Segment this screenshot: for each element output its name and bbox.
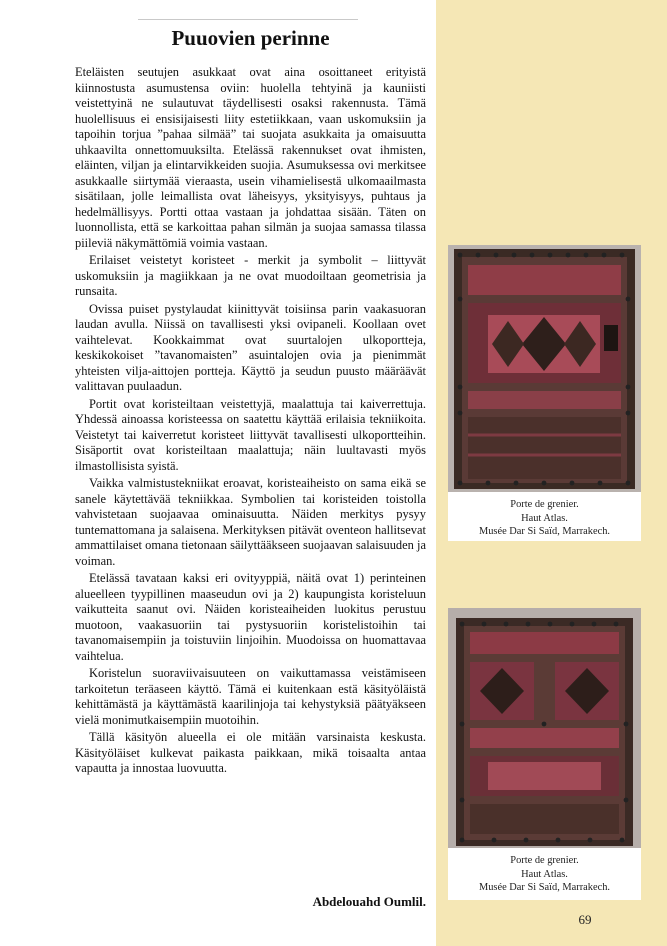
figure-caption-1: [448, 498, 641, 539]
top-rule: [138, 19, 358, 20]
paragraph-5: Vaikka valmistustekniikat eroavat, koristeaiheisto on sama eikä se sanele käytettävää tekniikkaa. Symbolien tai koristeiden toistolla vahvistetaan suojaavaa ominaisuutta. Näiden merkitys pysyy tuntemattomana ja salaisena. Merkityksen pitävät oventeon hallitsevat ammattilaiset omana tietonaan säilyttääkseen suojaavan salaisuuden ja voiman.: [75, 476, 426, 568]
paragraph-4: Portit ovat koristeiltaan veistettyjä, maalattuja tai kaiverrettuja. Yhdessä ainoassa koristeessa on saatettu käyttää erilaisia tekniikoita. Veistetyt tai kaiverretut koristeet liittyvät tavallisesti ulkoportteihin. Sisäportit ovat koristeiltaan maalattuja; näin luultavasti myös ilmastollisista syistä.: [75, 396, 426, 473]
paragraph-6: Etelässä tavataan kaksi eri ovityyppiä, näitä ovat 1) perinteinen alueelleen tyypillinen maaseudun ovi ja 2) kaupungista koristeluun vaikutteita saanut ovi. Näiden koristeaiheiden luokitus perustuu muotoon, vaakasuoriin tai pystysuoriin koristelistoihin tai tavanomaisempiin ja toistuviin linjoihin. Muodoissa on huomattavaa vaihtelua.: [75, 571, 426, 663]
caption-line: Haut Atlas.: [521, 512, 568, 524]
caption-line: Porte de grenier.: [510, 499, 579, 510]
paragraph-1: Eteläisten seutujen asukkaat ovat aina osoittaneet erityistä kiinnostusta asumustensa oviin: huolella tehtyinä ja kauniisti veistettyinä ne sulautuvat täydellisesti osaksi rakennusta. Tämä huolellisuus ei ensisijaisesti liity estetiikkaan, vaan uskomuksiin ja tapoihin torjua ”pahaa silmää” tai suojata asukkaita ja omaisuutta uhkaavilta onnettomuuksilta. Etelässä rakennukset ovat ihmisten, eläinten, viljan ja elintarvikkeiden suojia. Asumuksessa ovi merkitsee asukkaalle siirtymää vieraasta, usein vihamielisestä ulkomaailmasta sisätilaan, jolle leimallista ovat läheisyys, yksityisyys, puhtaus ja hedelmällisyys. Portti ottaa vastaan ja johdattaa sisään. Täten on luonnollista, että se karkoittaa pahan silmän ja suojaa samassa tilassa piileviä näkymättömiä voimia vastaan.: [75, 65, 426, 250]
caption-line: Musée Dar Si Saïd, Marrakech.: [479, 526, 610, 537]
door-photo-1: [448, 245, 641, 492]
caption-line: Musée Dar Si Saïd, Marrakech.: [479, 882, 610, 893]
caption-line: Haut Atlas.: [521, 868, 568, 880]
door-illustration-1: [448, 245, 641, 492]
paragraph-3: Ovissa puiset pystylaudat kiinittyvät toisiinsa parin vaakasuoran laudan avulla. Niissä on tavallisesti yksi ovipaneli. Koollaan ovet vaihtelevat. Kookkaimmat ovat suurtalojen ulkoportteja, keskikokoiset ”tavanomaisten” asuintalojen ovia ja pienimmät yhteisten vilja-aittojen portteja. Käyttö ja seudun puusto määräävät valittavan puulaadun.: [75, 301, 426, 393]
door-photo-2: [448, 608, 641, 848]
paragraph-8: Tällä käsityön alueella ei ole mitään varsinaista keskusta. Käsityöläiset kulkevat paikasta paikkaan, mikä toisaalta antaa vapautta ja innostaa luovuutta.: [75, 730, 426, 775]
figure-door-2: [448, 608, 641, 900]
article-title: Puuovien perinne: [171, 26, 330, 50]
paragraph-2: Erilaiset veistetyt koristeet - merkit ja symbolit – liittyvät uskomuksiin ja magiikkaan ja ne ovat muodoiltaan geometrisia ja runsaita.: [75, 253, 426, 298]
article-body: [75, 65, 426, 779]
paragraph-7: Koristelun suoraviivaisuuteen on vaikuttamassa veistämiseen tarkoitetun teräaseen käyttö. Tämä ei kuitenkaan estä käsityöläistä kehittämästä ja käyttämästä kaarilinjoja tai kehystyksiä päätyäkseen vielä monimutkaisempiin muotoihin.: [75, 666, 426, 727]
figure-door-1: [448, 245, 641, 541]
figure-caption-2: [448, 854, 641, 895]
door-illustration-2: [448, 608, 641, 848]
article-author: Abdelouahd Oumlil.: [312, 894, 426, 909]
caption-line: Porte de grenier.: [510, 855, 579, 866]
page-number: 69: [578, 912, 592, 927]
